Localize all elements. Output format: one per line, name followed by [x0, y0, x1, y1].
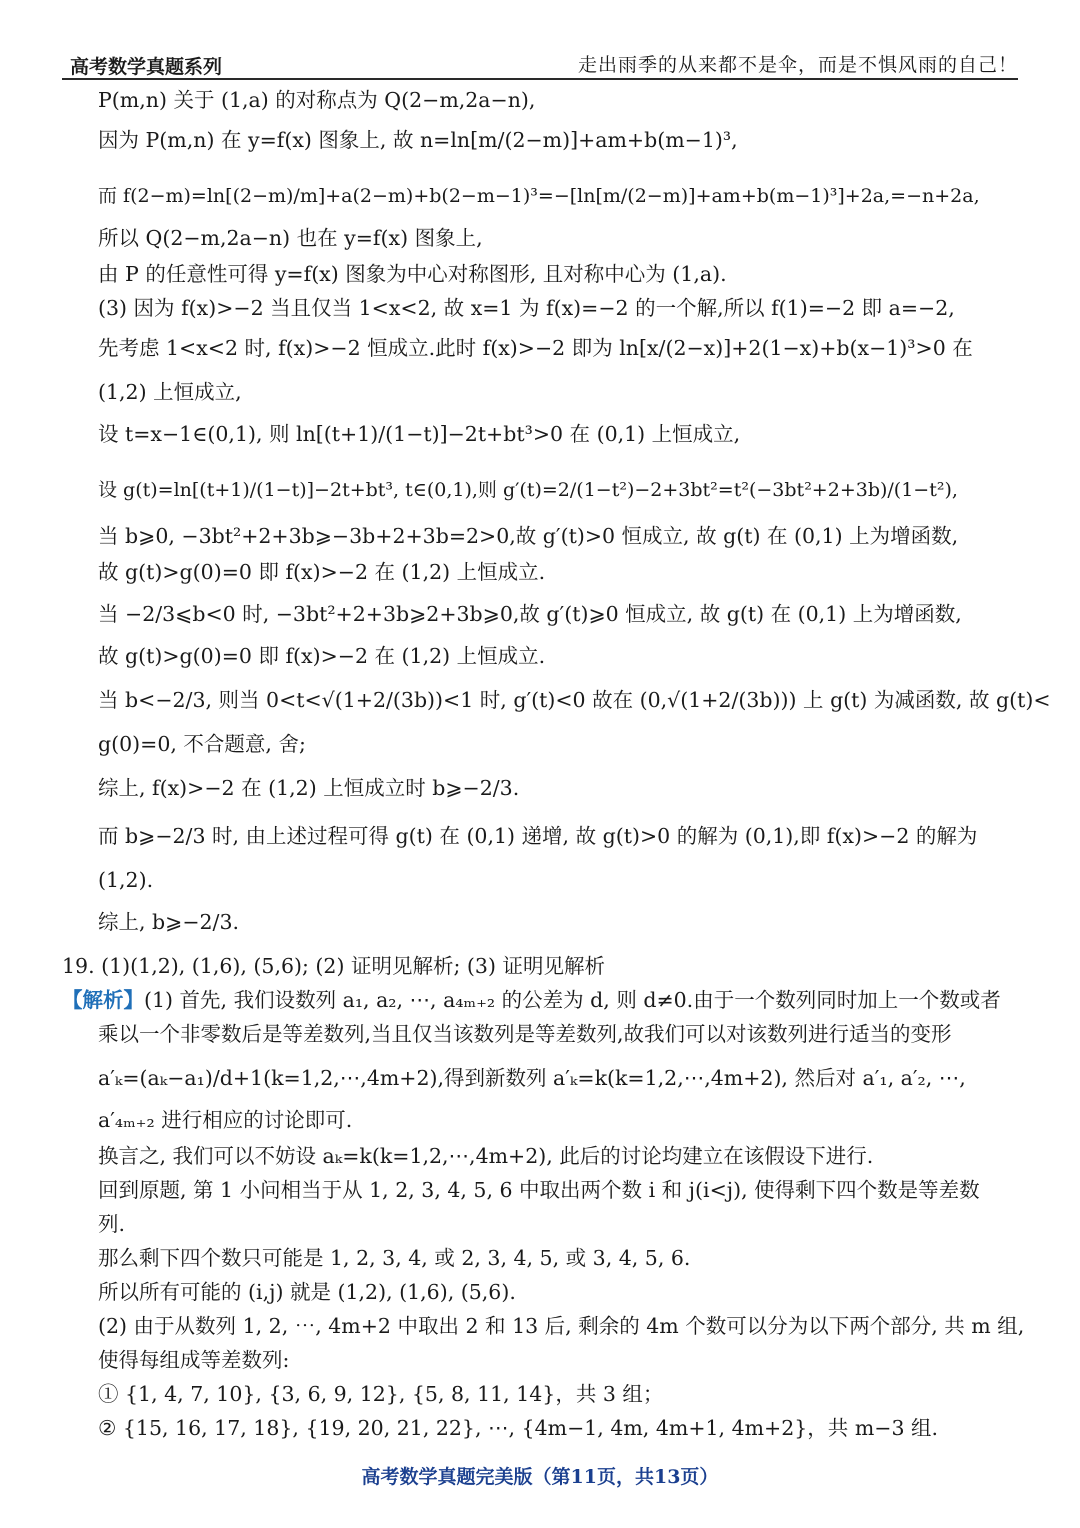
text-line: 先考虑 1<x<2 时, f(x)>−2 恒成立.此时 f(x)>−2 即为 ln[x/(2−x)]+2(1−x)+b(x−1)³>0 在 [98, 336, 973, 360]
text-line: a′₄ₘ₊₂ 进行相应的讨论即可. [98, 1108, 353, 1132]
text-line: (1) 首先, 我们设数列 a₁, a₂, ⋯, a₄ₘ₊₂ 的公差为 d, 则 d≠0.由于一个数列同时加上一个数或者 [144, 988, 1001, 1012]
answer-19: 19. (1)(1,2), (1,6), (5,6); (2) 证明见解析; (3) 证明见解析 [62, 954, 605, 978]
page-header [62, 48, 1018, 80]
text-line: 由 P 的任意性可得 y=f(x) 图象为中心对称图形, 且对称中心为 (1,a). [98, 262, 727, 286]
text-line: 而 b⩾−2/3 时, 由上述过程可得 g(t) 在 (0,1) 递增, 故 g(t)>0 的解为 (0,1),即 f(x)>−2 的解为 [98, 824, 978, 848]
text-line: 当 b⩾0, −3bt²+2+3b⩾−3b+2+3b=2>0,故 g′(t)>0 恒成立, 故 g(t) 在 (0,1) 上为增函数, [98, 524, 959, 548]
text-line: 设 t=x−1∈(0,1), 则 ln[(t+1)/(1−t)]−2t+bt³>0 在 (0,1) 上恒成立, [98, 422, 741, 446]
text-line: 那么剩下四个数只可能是 1, 2, 3, 4, 或 2, 3, 4, 5, 或 3, 4, 5, 6. [98, 1246, 691, 1270]
text-line: 故 g(t)>g(0)=0 即 f(x)>−2 在 (1,2) 上恒成立. [98, 644, 546, 668]
text-line: g(0)=0, 不合题意, 舍; [98, 732, 306, 756]
text-line: 综上, b⩾−2/3. [98, 910, 240, 934]
text-line: 列. [98, 1212, 126, 1236]
text-line: 当 −2/3⩽b<0 时, −3bt²+2+3b⩾2+3b⩾0,故 g′(t)⩾0 恒成立, 故 g(t) 在 (0,1) 上为增函数, [98, 602, 962, 626]
text-line: (2) 由于从数列 1, 2, ⋯, 4m+2 中取出 2 和 13 后, 剩余的 4m 个数可以分为以下两个部分, 共 m 组, [98, 1314, 1025, 1338]
text-line: (1,2). [98, 868, 154, 892]
text-line: 所以 Q(2−m,2a−n) 也在 y=f(x) 图象上, [98, 226, 483, 250]
text-line: a′ₖ=(aₖ−a₁)/d+1(k=1,2,⋯,4m+2),得到新数列 a′ₖ=k(k=1,2,⋯,4m+2), 然后对 a′₁, a′₂, ⋯, [98, 1066, 966, 1090]
text-line: 而 f(2−m)=ln[(2−m)/m]+a(2−m)+b(2−m−1)³=−[ln[m/(2−m)]+am+b(m−1)³]+2a,=−n+2a, [98, 185, 980, 207]
text-line: (1,2) 上恒成立, [98, 380, 242, 404]
text-line: (3) 因为 f(x)>−2 当且仅当 1<x<2, 故 x=1 为 f(x)=−2 的一个解,所以 f(1)=−2 即 a=−2, [98, 296, 955, 320]
text-line: P(m,n) 关于 (1,a) 的对称点为 Q(2−m,2a−n), [98, 88, 536, 112]
text-line: 乘以一个非零数后是等差数列,当且仅当该数列是等差数列,故我们可以对该数列进行适当的变形 [98, 1022, 952, 1046]
series-title: 高考数学真题系列 [70, 56, 223, 78]
page-footer: 高考数学真题完美版（第11页，共13页） [361, 1466, 719, 1488]
motto: 走出雨季的从来都不是伞，而是不惧风雨的自己！ [577, 54, 1018, 76]
text-line: ① {1, 4, 7, 10}, {3, 6, 9, 12}, {5, 8, 11, 14}，共 3 组； [98, 1382, 664, 1406]
text-line: ② {15, 16, 17, 18}, {19, 20, 21, 22}, ⋯, {4m−1, 4m, 4m+1, 4m+2}，共 m−3 组. [98, 1416, 939, 1440]
text-line: 当 b<−2/3, 则当 0<t<√(1+2/(3b))<1 时, g′(t)<0 故在 (0,√(1+2/(3b))) 上 g(t) 为减函数, 故 g(t)< [98, 688, 1051, 712]
text-line: 所以所有可能的 (i,j) 就是 (1,2), (1,6), (5,6). [98, 1280, 516, 1304]
text-line: 设 g(t)=ln[(t+1)/(1−t)]−2t+bt³, t∈(0,1),则 g′(t)=2/(1−t²)−2+3bt²=t²(−3bt²+2+3b)/(1−t²), [98, 479, 958, 501]
text-line: 使得每组成等差数列: [98, 1348, 290, 1372]
analysis-line [62, 986, 1001, 1014]
text-line: 综上, f(x)>−2 在 (1,2) 上恒成立时 b⩾−2/3. [98, 776, 520, 800]
text-line: 因为 P(m,n) 在 y=f(x) 图象上, 故 n=ln[m/(2−m)]+am+b(m−1)³, [98, 128, 738, 152]
analysis-tag: 【解析】 [62, 988, 144, 1012]
text-line: 回到原题, 第 1 小问相当于从 1, 2, 3, 4, 5, 6 中取出两个数 i 和 j(i<j), 使得剩下四个数是等差数 [98, 1178, 980, 1202]
text-line: 故 g(t)>g(0)=0 即 f(x)>−2 在 (1,2) 上恒成立. [98, 560, 546, 584]
text-line: 换言之, 我们可以不妨设 aₖ=k(k=1,2,⋯,4m+2), 此后的讨论均建立在该假设下进行. [98, 1144, 874, 1168]
